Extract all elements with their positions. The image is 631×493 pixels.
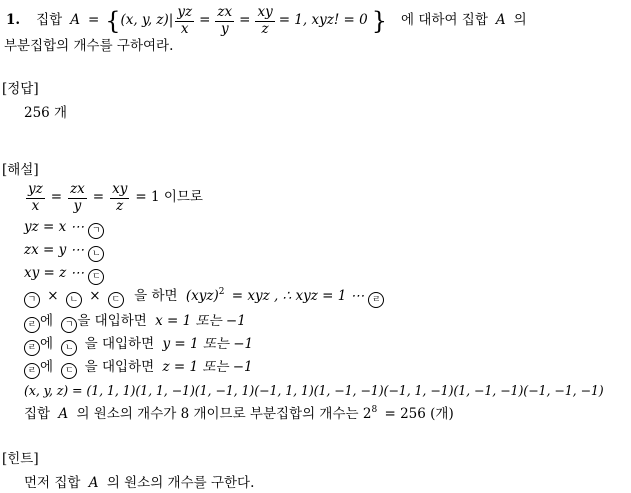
equation-2: zx = y ⋯ ㄴ: [24, 244, 104, 262]
hint-heading: [힌트]: [2, 451, 39, 467]
problem-tail: 의: [513, 12, 527, 29]
explanation-frac-2: $\frac{zx}{y}$: [70, 181, 85, 214]
substitution-line-3: ㄹ 에 ㄷ 을 대입하면 z = 1 또는 −1: [24, 361, 253, 379]
problem-number: 1.: [6, 12, 21, 29]
explanation-frac-3: $\frac{xy}{z}$: [112, 181, 128, 214]
explanation-heading: [해설]: [2, 162, 39, 178]
circled-nieun-icon: ㄴ: [66, 292, 82, 308]
equation-1: yz = x ⋯ ㄱ: [24, 221, 104, 239]
circled-giyeok-icon: ㄱ: [61, 317, 77, 333]
set-equals: =: [87, 12, 100, 29]
problem-variable-2: A: [495, 12, 506, 29]
circled-giyeok-icon: ㄱ: [24, 292, 40, 308]
frac-equals-2: =: [239, 12, 251, 29]
problem-frac-2: $\frac{zx}{y}$: [217, 4, 233, 37]
circled-rieul-icon: ㄹ: [24, 317, 40, 333]
conclusion-line: 집합 A 의 원소의 개수가 8 개이므로 부분집합의 개수는 $2^8 = 256$ (개): [24, 405, 454, 422]
problem-line-1: [6, 6, 527, 36]
problem-mid: 에 대하여 집합: [401, 12, 488, 29]
set-element: (x, y, z)|: [120, 12, 174, 29]
hint-text: 먼저 집합 A 의 원소의 개수를 구한다.: [24, 475, 255, 491]
set-condition: = 1, xyz! = 0: [278, 12, 368, 29]
problem-line-2: 부분집합의 개수를 구하여라.: [4, 38, 174, 54]
answer-heading: [정답]: [2, 81, 39, 97]
circled-digeut-icon: ㄷ: [88, 269, 104, 285]
circled-rieul-icon: ㄹ: [24, 340, 40, 356]
set-variable: A: [70, 12, 80, 29]
set-open-brace: {: [105, 7, 121, 35]
multiplication-line: ㄱ × ㄴ × ㄷ 을 하면 (xyz)$^2$ = xyz , ∴ xyz = 1 ⋯ ㄹ: [24, 290, 384, 308]
circled-rieul-icon: ㄹ: [368, 292, 384, 308]
problem-frac-3: $\frac{xy}{z}$: [257, 4, 273, 37]
circled-nieun-icon: ㄴ: [61, 340, 77, 356]
equation-3: xy = z ⋯ ㄷ: [24, 267, 104, 285]
explanation-equals-2: =: [92, 189, 105, 206]
circled-giyeok-icon: ㄱ: [88, 223, 104, 239]
explanation-line-1: [24, 180, 203, 216]
answer-value: 256 개: [24, 105, 68, 121]
substitution-line-2: ㄹ 에 ㄴ 을 대입하면 y = 1 또는 −1: [24, 338, 253, 356]
explanation-line-1-tail: = 1 이므로: [135, 189, 203, 206]
explanation-frac-1: $\frac{yz}{x}$: [28, 181, 43, 214]
substitution-line-1: ㄹ 에 ㄱ 을 대입하면 x = 1 또는 −1: [24, 315, 246, 333]
frac-equals-1: =: [199, 12, 211, 29]
set-close-brace: }: [371, 7, 388, 35]
circled-digeut-icon: ㄷ: [61, 363, 77, 379]
problem-prefix: 집합: [36, 12, 63, 29]
circled-nieun-icon: ㄴ: [88, 246, 104, 262]
explanation-equals-1: =: [50, 189, 63, 206]
circled-digeut-icon: ㄷ: [108, 292, 124, 308]
tuples-line: (x, y, z) = (1, 1, 1)(1, 1, −1)(1, −1, 1)(−1, 1, 1)(1, −1, −1)(−1, 1, −1)(1, −1, −1)(−1, −1, −1): [24, 383, 604, 398]
problem-frac-1: $\frac{yz}{x}$: [177, 4, 193, 37]
circled-rieul-icon: ㄹ: [24, 363, 40, 379]
